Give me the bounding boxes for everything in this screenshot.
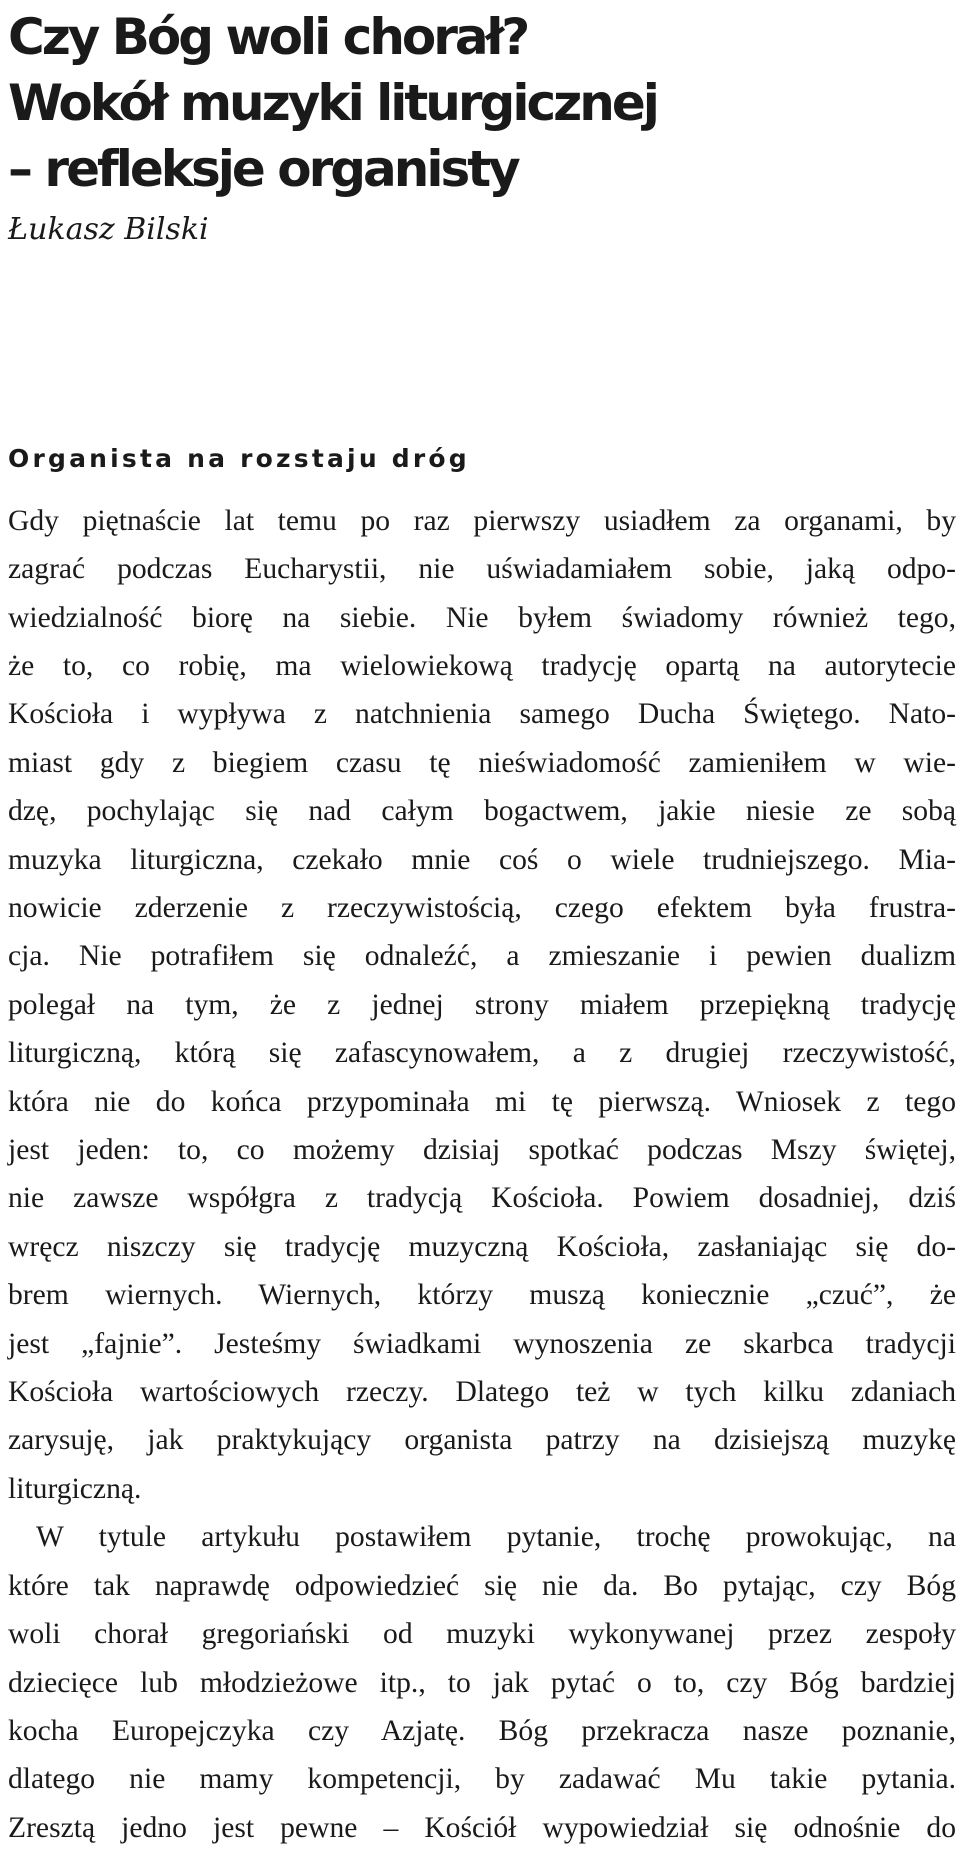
text-line: kocha Europejczyka czy Azjatę. Bóg przekracza nasze poznanie, [8,1714,956,1747]
paragraph-2 [8,1513,956,1852]
text-line: W tytule artykułu postawiłem pytanie, trochę prowokując, na [36,1521,956,1554]
text-line: liturgiczną. [8,1472,142,1505]
text-line: wręcz niszczy się tradycję muzyczną Kościoła, zasłaniając się do- [8,1230,956,1263]
article-title [8,4,956,202]
text-line: wiedzialność biorę na siebie. Nie byłem świadomy również tego, [8,601,956,634]
text-line: Kościoła wartościowych rzeczy. Dlatego też w tych kilku zdaniach [8,1376,956,1409]
text-line: liturgiczną, którą się zafascynowałem, a z drugiej rzeczywistość, [8,1037,956,1070]
article-page [8,0,956,1852]
title-line: – refleksje organisty [8,140,518,198]
text-line: polegał na tym, że z jednej strony miałem przepiękną tradycję [8,988,956,1021]
text-line: nie zawsze współgra z tradycją Kościoła. Powiem dosadniej, dziś [8,1182,956,1215]
text-line: dziecięce lub młodzieżowe itp., to jak pytać o to, czy Bóg bardziej [8,1666,956,1699]
text-line: Gdy piętnaście lat temu po raz pierwszy usiadłem za organami, by [8,504,956,537]
text-line: że to, co robię, ma wielowiekową tradycję opartą na autorytecie [8,649,956,682]
text-line: Kościoła i wypływa z natchnienia samego Ducha Świętego. Nato- [8,698,956,731]
text-line: miast gdy z biegiem czasu tę nieświadomość zamieniłem w wie- [8,746,956,779]
text-line: dzę, pochylając się nad całym bogactwem, jakie niesie ze sobą [8,795,956,828]
text-line: zagrać podczas Eucharystii, nie uświadamiałem sobie, jaką odpo- [8,553,956,586]
paragraph-1 [8,497,956,1514]
text-line: Zresztą jedno jest pewne – Kościół wypowiedział się odnośnie do [8,1811,956,1844]
text-line: jest „fajnie”. Jesteśmy świadkami wynoszenia ze skarbca tradycji [8,1327,956,1360]
title-line: Czy Bóg woli chorał? [8,8,528,66]
title-line: Wokół muzyki liturgicznej [8,74,657,132]
text-line: która nie do końca przypominała mi tę pierwszą. Wniosek z tego [8,1085,956,1118]
text-line: nowicie zderzenie z rzeczywistością, czego efektem była frustra- [8,892,956,924]
text-line: cja. Nie potrafiłem się odnaleźć, a zmieszanie i pewien dualizm [8,940,956,973]
article-author: Łukasz Bilski [8,212,209,247]
text-line: które tak naprawdę odpowiedzieć się nie da. Bo pytając, czy Bóg [8,1569,956,1602]
text-line: zarysuję, jak praktykujący organista patrzy na dzisiejszą muzykę [8,1424,956,1457]
text-line: muzyka liturgiczna, czekało mnie coś o wiele trudniejszego. Mia- [8,843,956,876]
text-line: dlatego nie mamy kompetencji, by zadawać Mu takie pytania. [8,1763,956,1796]
text-line: woli chorał gregoriański od muzyki wykonywanej przez zespoły [8,1618,956,1651]
section-heading: Organista na rozstaju dróg [8,444,470,473]
text-line: jest jeden: to, co możemy dzisiaj spotkać podczas Mszy świętej, [8,1134,956,1167]
text-line: brem wiernych. Wiernych, którzy muszą koniecznie „czuć”, że [8,1279,956,1312]
